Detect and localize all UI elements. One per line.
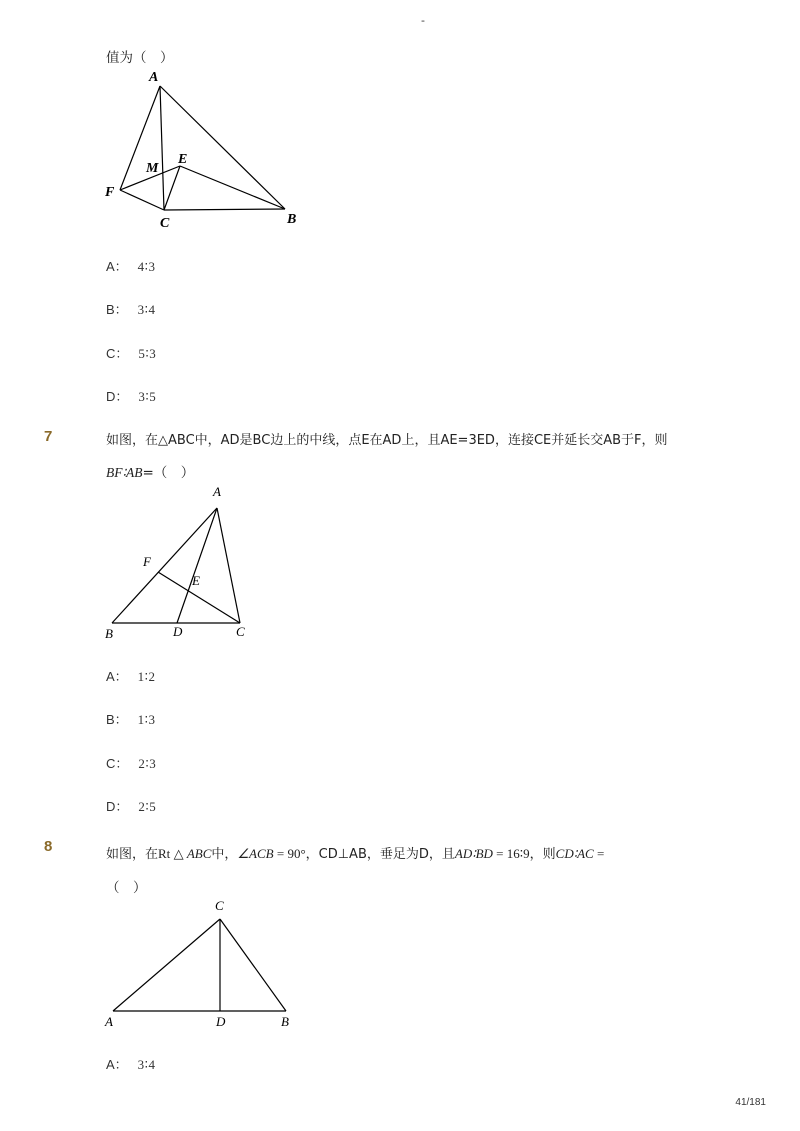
q7-text-line1: 如图，在△ABC中，AD是BC边上的中线，点E在AD上，且AE=3ED，连接CE并延长交AB于F，则 (106, 433, 668, 448)
q7-label-B: B (105, 626, 113, 641)
option-letter: C： (106, 346, 129, 361)
q6-seg-EC (164, 166, 180, 210)
option-value: 4∶3 (137, 259, 156, 274)
q6-option-d[interactable] (106, 386, 156, 405)
option-letter: A： (106, 669, 128, 684)
q7-ratio-expression: BF∶AB (106, 465, 143, 480)
q8-text-part: ，则 (529, 847, 556, 862)
q7-option-c[interactable] (106, 753, 156, 772)
q6-option-a[interactable] (106, 256, 156, 275)
q8-text-line1 (106, 843, 604, 862)
q6-option-c[interactable] (106, 343, 156, 362)
q7-option-a[interactable] (106, 666, 156, 685)
q8-text-part: 中， (211, 847, 238, 862)
option-value: 3∶5 (138, 389, 157, 404)
option-value: 2∶5 (138, 799, 157, 814)
option-value: 1∶2 (137, 669, 156, 684)
q7-option-b[interactable] (106, 709, 156, 728)
option-letter: B： (106, 712, 128, 727)
option-value: 2∶3 (138, 756, 157, 771)
q8-seg-CB (220, 919, 286, 1011)
q7-label-C: C (236, 624, 245, 639)
q8-label-B: B (281, 1014, 289, 1029)
q8-option-a[interactable] (106, 1054, 156, 1073)
q7-option-d[interactable] (106, 796, 156, 815)
q6-seg-CB (164, 209, 285, 210)
q7-blank: =（ ） (142, 465, 195, 481)
page-number: 41/181 (735, 1097, 766, 1108)
q8-figure (100, 896, 300, 1036)
q7-number: 7 (44, 428, 53, 445)
q6-seg-AC (160, 86, 164, 210)
q6-seg-EB (180, 166, 285, 209)
q6-seg-FC (120, 190, 164, 210)
option-letter: C： (106, 756, 129, 771)
q7-label-D: D (173, 624, 183, 639)
q6-figure (100, 66, 310, 236)
q6-label-M: M (146, 161, 159, 176)
q7-figure (100, 482, 260, 642)
q7-seg-AC (217, 508, 240, 623)
q7-seg-AD (177, 508, 217, 623)
q6-text-tail: 值为（ ） (106, 50, 174, 66)
q8-label-C: C (215, 898, 224, 913)
q8-triangle-symbol: △ (170, 846, 187, 861)
q8-label-D: D (216, 1014, 226, 1029)
q8-ratio-ad-bd: AD∶BD (454, 846, 493, 861)
q8-rt: Rt (158, 846, 171, 861)
option-letter: D： (106, 389, 129, 404)
option-letter: D： (106, 799, 129, 814)
q8-equals: = (593, 846, 605, 861)
q8-number: 8 (44, 838, 53, 855)
q8-triangle-name: ABC (186, 846, 212, 861)
q6-label-B: B (287, 212, 297, 227)
option-letter: A： (106, 1057, 128, 1072)
q8-ratio-value: = 16∶9 (492, 846, 530, 861)
option-value: 5∶3 (138, 346, 157, 361)
q7-label-E: E (192, 573, 200, 588)
q6-label-A: A (149, 70, 159, 85)
q8-blank: （ ） (106, 880, 147, 896)
q8-label-A: A (105, 1014, 113, 1029)
option-letter: B： (106, 302, 128, 317)
q6-label-E: E (178, 152, 188, 167)
q7-label-A: A (213, 484, 221, 499)
q8-seg-CA (113, 919, 220, 1011)
q6-label-C: C (160, 216, 170, 231)
q8-angle-expression: ∠ACB (237, 846, 274, 861)
option-value: 3∶4 (137, 302, 156, 317)
q8-angle-value: = 90° (273, 846, 306, 861)
q6-option-b[interactable] (106, 299, 156, 318)
q7-label-F: F (143, 554, 151, 569)
q6-label-F: F (105, 185, 115, 200)
q7-text-line2 (106, 461, 194, 481)
option-letter: A： (106, 259, 128, 274)
q8-text-part: 如图，在 (106, 847, 159, 862)
q8-ratio-cd-ac: CD∶AC (555, 846, 594, 861)
q6-seg-AB (160, 86, 285, 209)
option-value: 1∶3 (137, 712, 156, 727)
q7-seg-AB (112, 508, 217, 623)
option-value: 3∶4 (137, 1057, 156, 1072)
q8-text-part: ，CD⊥AB，垂足为D，且 (305, 847, 455, 862)
top-mark: - (421, 14, 425, 27)
